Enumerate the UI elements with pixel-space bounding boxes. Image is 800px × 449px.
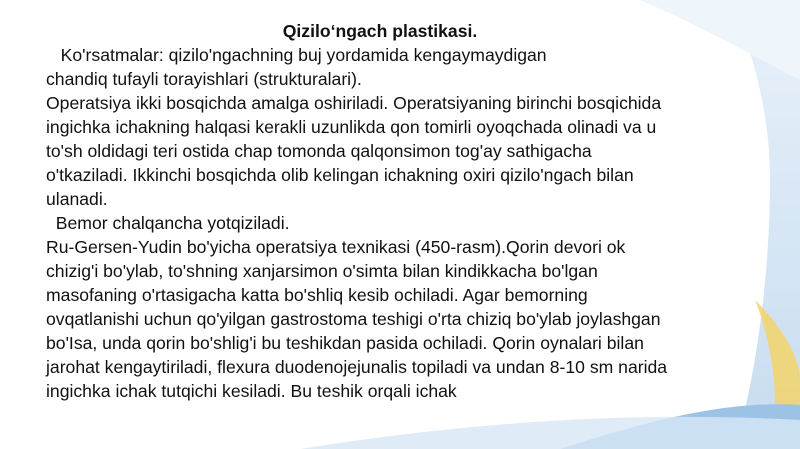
text-line-11: masofaning o'rtasigacha katta bo'shliq kesib ochiladi. Agar bemorning	[46, 285, 588, 305]
text-line-14: jarohat kengaytiriladi, flexura duodenojejunalis topiladi va undan 8-10 sm narida	[46, 357, 668, 377]
bottom-light-swoosh	[300, 417, 800, 449]
slide-title: Qizilo‘ngach plastikasi.	[282, 21, 478, 41]
text-line-8: Bemor chalqancha yotqiziladi.	[46, 213, 290, 233]
text-line-2: chandiq tufayli torayishlari (strukturalari).	[46, 69, 362, 89]
text-line-12: ovqatlanishi uchun qo'yilgan gastrostoma teshigi o'rta chiziq bo'ylab joylashgan	[46, 309, 661, 329]
text-line-3: Operatsiya ikki bosqichda amalga oshiriladi. Operatsiyaning birinchi bosqichida	[46, 93, 662, 113]
text-line-9: Ru-Gersen-Yudin bo'yicha operatsiya texnikasi (450-rasm).Qorin devori ok	[46, 237, 626, 257]
text-line-6: o'tkaziladi. Ikkinchi bosqichda olib kelingan ichakning oxiri qizilo'ngach bilan	[46, 165, 634, 185]
right-blue-panel	[730, 0, 800, 449]
text-line-13: bo'Isa, unda qorin bo'shlig'i bu teshikdan pasida ochiladi. Qorin oynalari bilan	[46, 333, 644, 353]
bottom-blue-swoosh	[560, 404, 800, 449]
text-line-10: chizig'i bo'ylab, to'shning xanjarsimon o'simta bilan kindikkacha bo'lgan	[46, 261, 598, 281]
text-line-4: ingichka ichakning halqasi kerakli uzunlikda qon tomirli oyoqchada olinadi va u	[46, 117, 657, 137]
text-line-7: ulanadi.	[46, 189, 108, 209]
text-line-1: Ko'rsatmalar: qizilo'ngachning buj yordamida kengaymaydigan	[46, 45, 547, 65]
text-line-15: ingichka ichak tutqichi kesiladi. Bu teshik orqali ichak	[46, 381, 457, 401]
text-line-5: to'sh oldidagi teri ostida chap tomonda qalqonsimon tog'ay sathigacha	[46, 141, 592, 161]
yellow-swoosh	[755, 300, 800, 449]
